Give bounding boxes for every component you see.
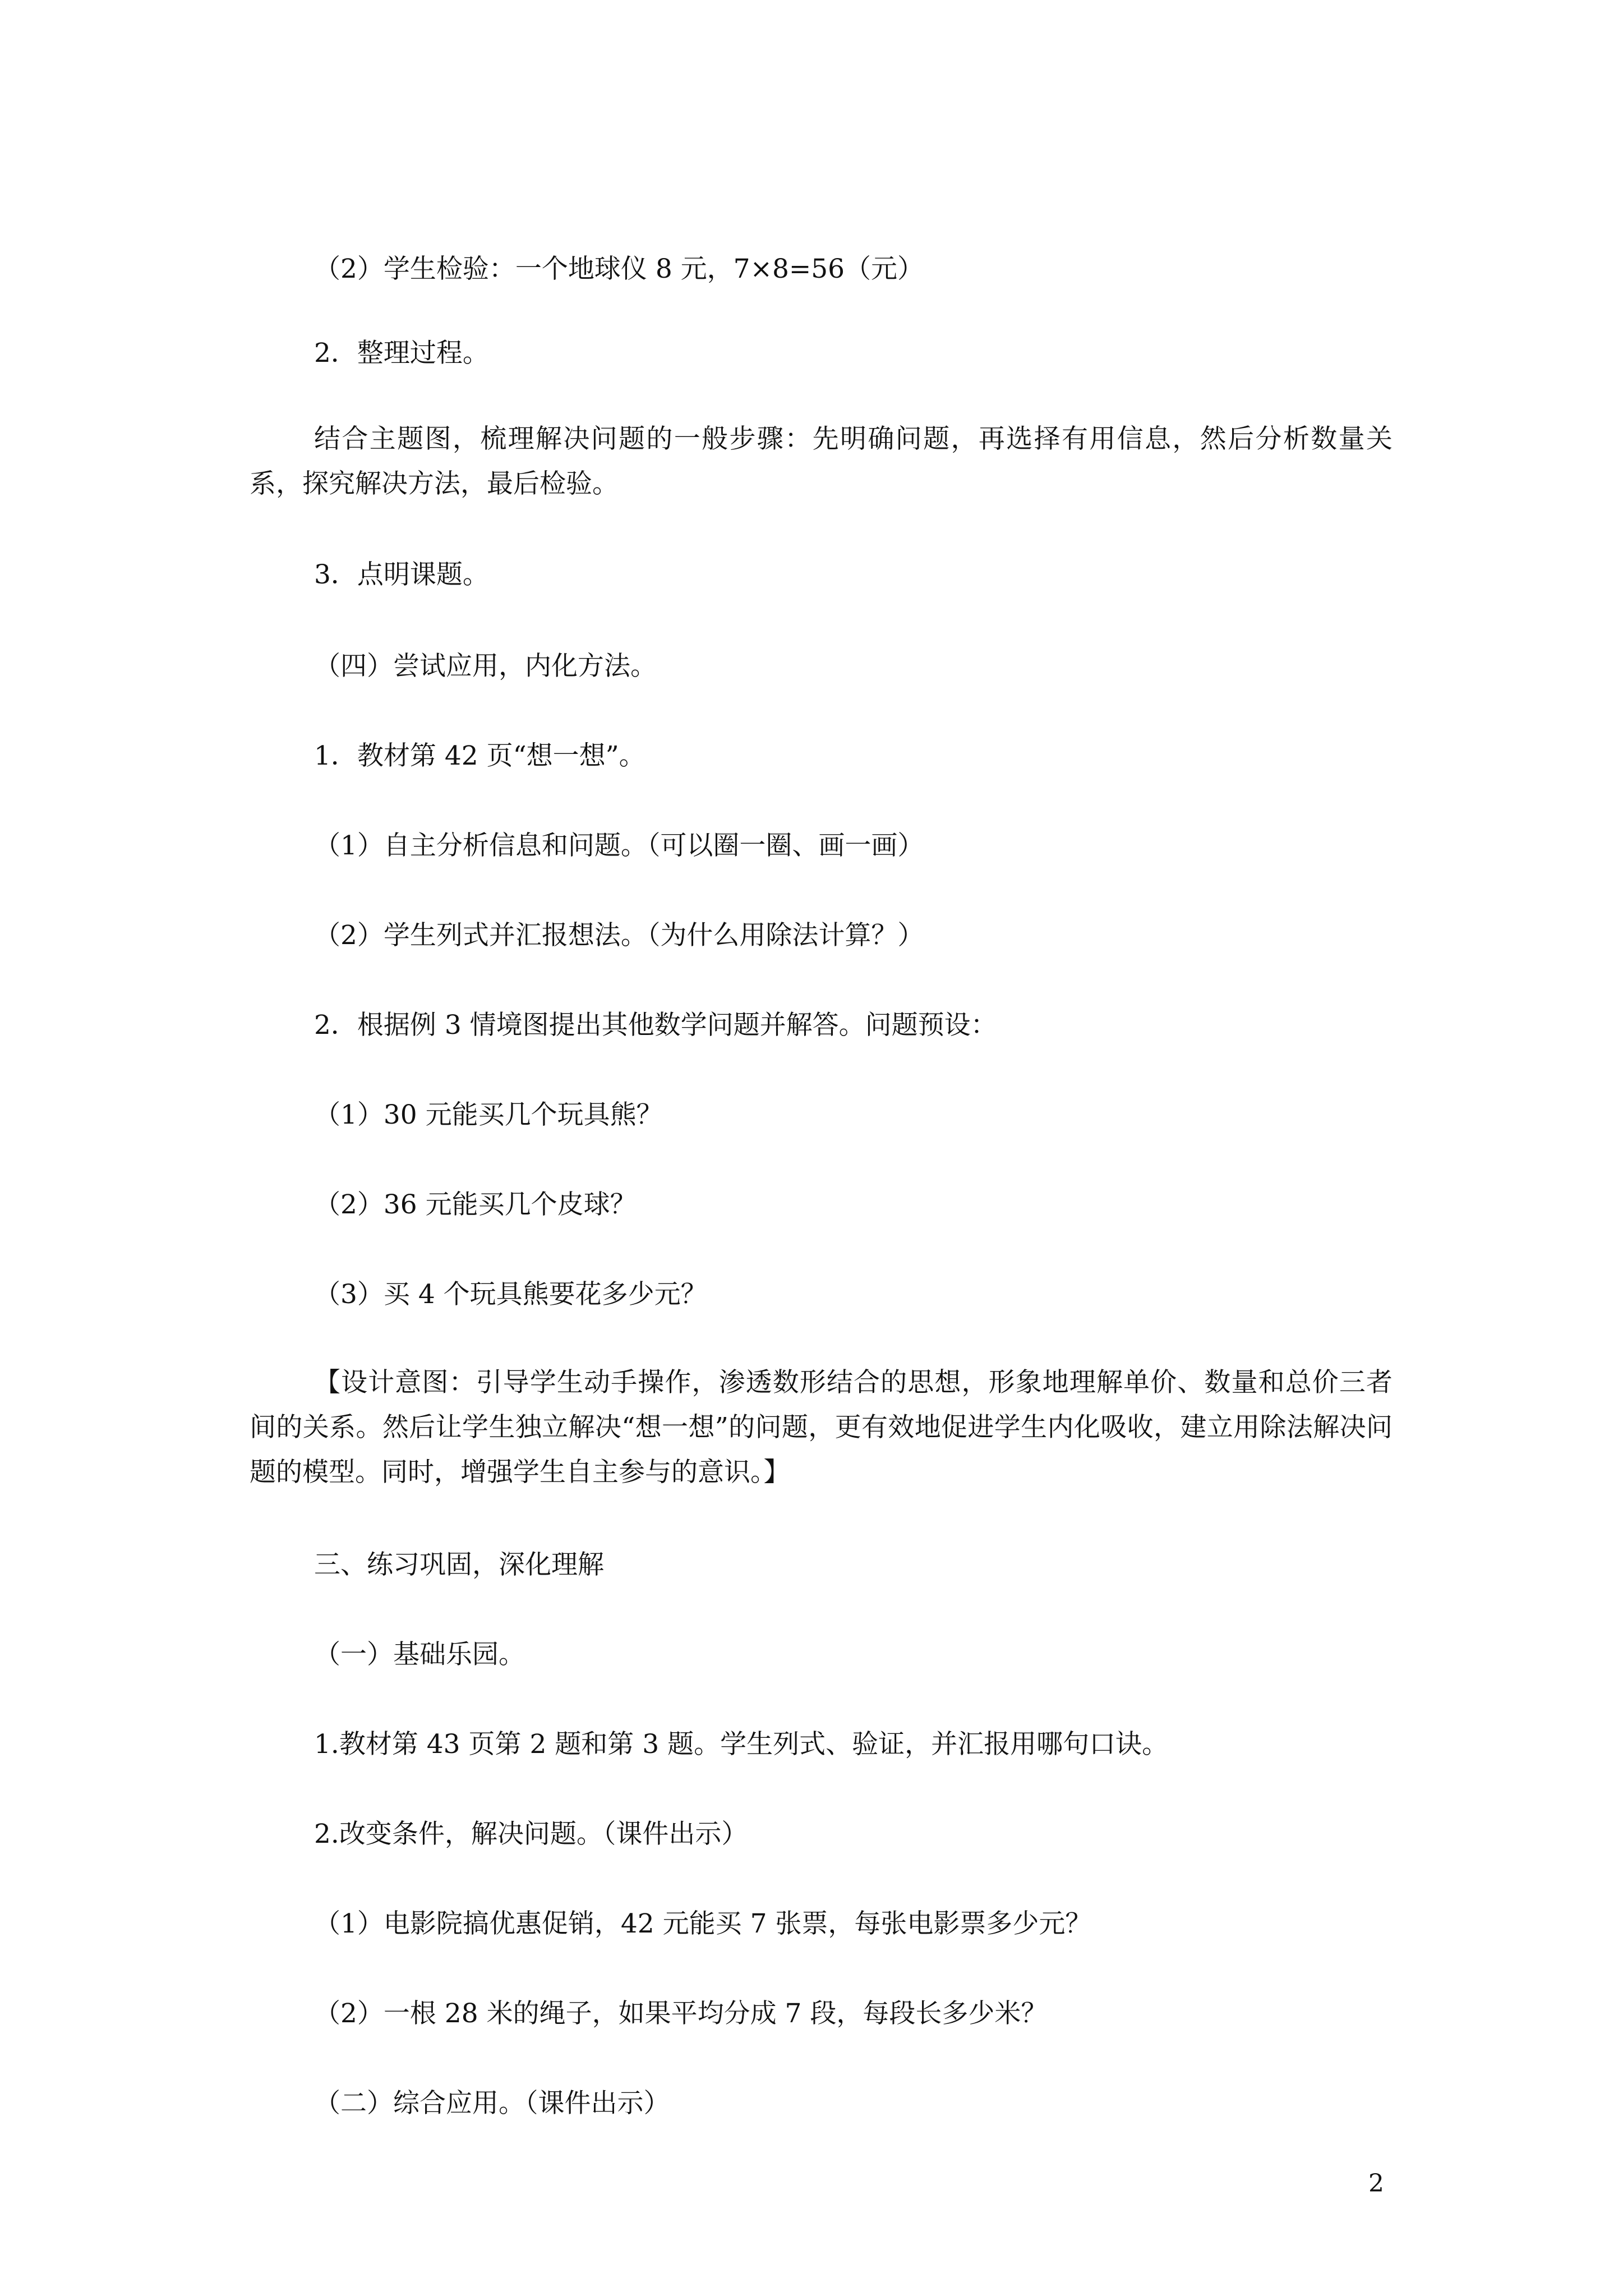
text-line-question-bears: （1）30 元能买几个玩具熊？ — [314, 1099, 663, 1130]
text-line-textbook-p43: 1.教材第 43 页第 2 题和第 3 题。学生列式、验证，并汇报用哪句口诀。 — [314, 1729, 1169, 1760]
text-line-textbook-p42: 1．教材第 42 页“想一想”。 — [314, 740, 645, 771]
text-line-student-check: （2）学生检验：一个地球仪 8 元，7×8=56（元） — [314, 254, 924, 284]
section-heading-comprehensive: （二）综合应用。（课件出示） — [314, 2088, 670, 2119]
section-heading-practice: 三、练习巩固，深化理解 — [314, 1549, 604, 1580]
text-line-question-balls: （2）36 元能买几个皮球？ — [314, 1189, 637, 1220]
paragraph-design-intent: 【设计意图：引导学生动手操作，渗透数形结合的思想，形象地理解单价、数量和总价三者间的关系。然后让学生独立解决“想一想”的问题，更有效地促进学生内化吸收，建立用除法解决问题的模型。同时，增强学生自主参与的意识。】 — [250, 1367, 1393, 1488]
text-line-organize-process: 2．整理过程。 — [314, 338, 489, 369]
text-line-change-conditions: 2.改变条件，解决问题。（课件出示） — [314, 1819, 748, 1849]
text-line-analyze-info: （1）自主分析信息和问题。（可以圈一圈、画一画） — [314, 830, 924, 861]
paragraph-steps-summary: 结合主题图，梳理解决问题的一般步骤：先明确问题，再选择有用信息，然后分析数量关系，探究解决方法，最后检验。 — [250, 424, 1393, 499]
section-heading-try-apply: （四）尝试应用，内化方法。 — [314, 651, 657, 682]
text-line-report-ideas: （2）学生列式并汇报想法。（为什么用除法计算？） — [314, 920, 924, 951]
section-heading-basics: （一）基础乐园。 — [314, 1639, 525, 1670]
text-line-cinema-tickets: （1）电影院搞优惠促销，42 元能买 7 张票，每张电影票多少元？ — [314, 1908, 1092, 1939]
text-line-topic: 3．点明课题。 — [314, 559, 489, 590]
text-line-example3-questions: 2．根据例 3 情境图提出其他数学问题并解答。问题预设： — [314, 1010, 997, 1041]
text-line-question-cost: （3）买 4 个玩具熊要花多少元？ — [314, 1279, 707, 1310]
text-line-rope: （2）一根 28 米的绳子，如果平均分成 7 段，每段长多少米？ — [314, 1998, 1048, 2029]
page-number: 2 — [1368, 2169, 1384, 2198]
